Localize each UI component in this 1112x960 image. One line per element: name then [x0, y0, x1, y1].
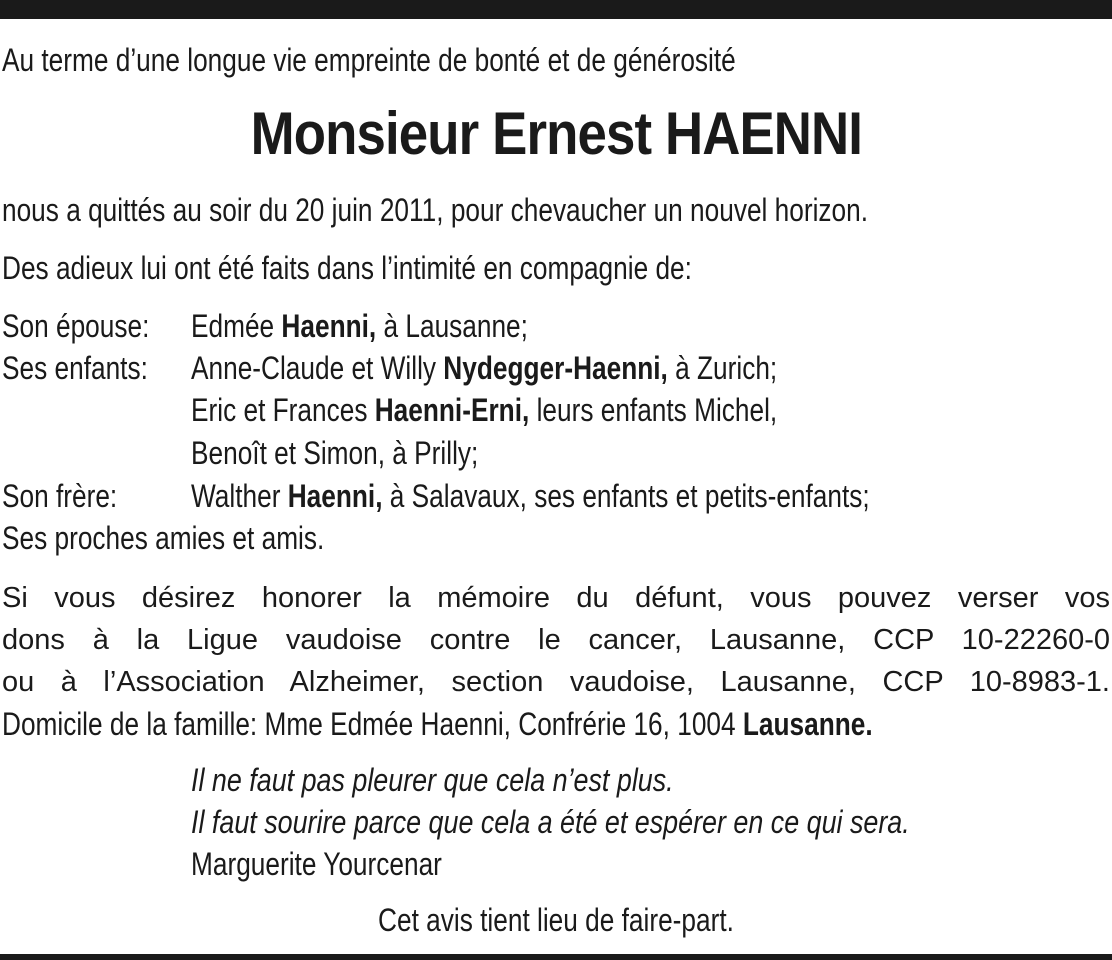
donation-line-1: Si vous désirez honorer la mémoire du défunt, vous pouvez verser vos — [2, 582, 1110, 614]
child-entry-2: Eric et Frances Haenni-Erni, leurs enfants Michel, — [191, 392, 778, 428]
departure-text: nous a quittés au soir du 20 juin 2011, pour chevaucher un nouvel horizon. — [2, 192, 869, 228]
donation-line-3: ou à l’Association Alzheimer, section vaudoise, Lausanne, CCP 10-8983-1. — [2, 666, 1110, 698]
donation-line-2: dons à la Ligue vaudoise contre le cancer, Lausanne, CCP 10-22260-0 — [2, 624, 1110, 656]
child-entry-2-continued: Benoît et Simon, à Prilly; — [191, 435, 479, 471]
domicile-text: Domicile de la famille: Mme Edmée Haenni, Confrérie 16, 1004 Lausanne. — [2, 706, 873, 742]
bottom-border-rule — [0, 954, 1112, 960]
brother-label: Son frère: — [2, 478, 118, 514]
top-border-rule — [0, 0, 1112, 19]
intro-text: Au terme d’une longue vie empreinte de bonté et de générosité — [2, 42, 736, 78]
brother-entry: Walther Haenni, à Salavaux, ses enfants et petits-enfants; — [191, 478, 870, 514]
spouse-entry: Edmée Haenni, à Lausanne; — [191, 308, 528, 344]
quote-line-2: Il faut sourire parce que cela a été et espérer en ce qui sera. — [191, 804, 910, 840]
quote-line-1: Il ne faut pas pleurer que cela n’est plus. — [191, 762, 674, 798]
friends-text: Ses proches amies et amis. — [2, 520, 325, 556]
children-label: Ses enfants: — [2, 350, 148, 386]
quote-author: Marguerite Yourcenar — [191, 846, 442, 882]
spouse-label: Son épouse: — [2, 308, 150, 344]
deceased-name: Monsieur Ernest HAENNI — [250, 100, 862, 167]
child-entry-1: Anne-Claude et Willy Nydegger-Haenni, à Zurich; — [191, 350, 778, 386]
farewell-text: Des adieux lui ont été faits dans l’intimité en compagnie de: — [2, 250, 692, 286]
closing-note: Cet avis tient lieu de faire-part. — [378, 902, 734, 938]
